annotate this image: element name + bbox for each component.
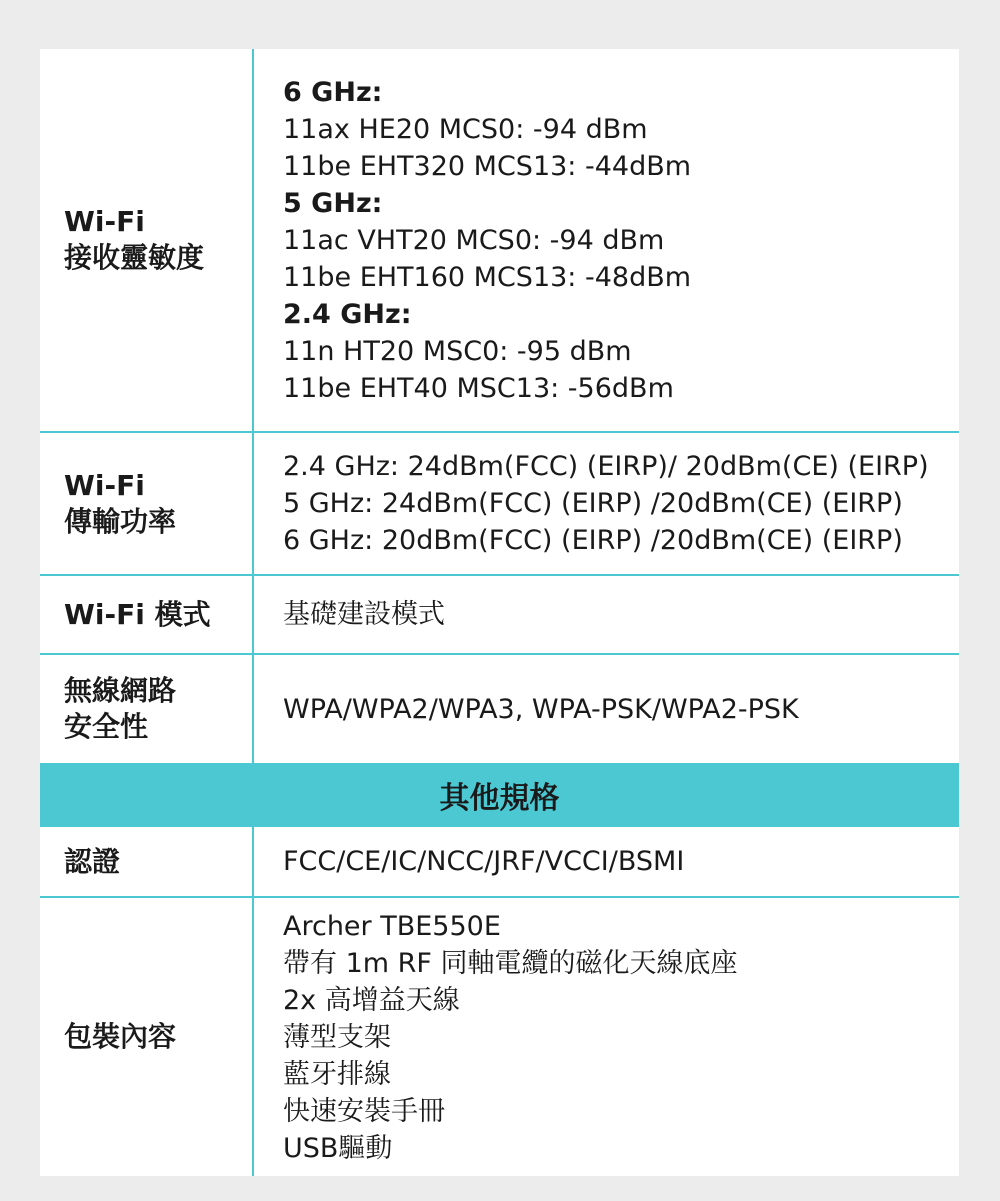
spec-line: 11be EHT40 MSC13: -56dBm — [283, 372, 674, 404]
spec-row-wifi-power — [40, 433, 959, 576]
spec-line: 11be EHT320 MCS13: -44dBm — [283, 150, 692, 182]
section-header: 其他規格 — [40, 763, 959, 827]
spec-row-certification — [40, 827, 959, 898]
spec-row-package-contents — [40, 898, 959, 1176]
spec-line: 11ax HE20 MCS0: -94 dBm — [283, 113, 648, 145]
spec-line: FCC/CE/IC/NCC/JRF/VCCI/BSMI — [283, 846, 685, 877]
spec-row-wifi-security — [40, 655, 959, 763]
spec-row-wifi-sensitivity — [40, 49, 959, 433]
spec-line: 6 GHz: 20dBm(FCC) (EIRP) /20dBm(CE) (EIRP) — [283, 525, 903, 556]
spec-line: 2.4 GHz: 24dBm(FCC) (EIRP)/ 20dBm(CE) (EIRP) — [283, 451, 929, 482]
spec-line: 5 GHz: — [283, 187, 383, 219]
spec-row-wifi-mode — [40, 576, 959, 655]
spec-line: 藍牙排線 — [283, 1058, 391, 1090]
spec-label: 認證 — [40, 827, 254, 896]
spec-line: 11ac VHT20 MCS0: -94 dBm — [283, 224, 665, 256]
spec-line: 帶有 1m RF 同軸電纜的磁化天線底座 — [283, 947, 738, 979]
spec-line: Archer TBE550E — [283, 910, 501, 942]
spec-value — [283, 433, 949, 574]
spec-line: USB驅動 — [283, 1132, 393, 1164]
spec-line: 11be EHT160 MCS13: -48dBm — [283, 261, 692, 293]
spec-line: 薄型支架 — [283, 1021, 391, 1053]
spec-value — [283, 576, 949, 653]
spec-label: Wi-Fi 傳輸功率 — [40, 433, 254, 574]
spec-label: 無線網路 安全性 — [40, 655, 254, 763]
spec-value — [283, 898, 949, 1176]
spec-table — [40, 49, 959, 1176]
spec-line: 基礎建設模式 — [283, 599, 445, 630]
spec-line: 5 GHz: 24dBm(FCC) (EIRP) /20dBm(CE) (EIRP) — [283, 488, 903, 519]
spec-label: 包裝內容 — [40, 898, 254, 1176]
spec-line: 2.4 GHz: — [283, 298, 412, 330]
spec-line: 2x 高增益天線 — [283, 984, 460, 1016]
spec-value — [283, 49, 949, 431]
spec-label: Wi-Fi 模式 — [40, 576, 254, 653]
spec-line: 6 GHz: — [283, 76, 383, 108]
spec-line: 11n HT20 MSC0: -95 dBm — [283, 335, 632, 367]
spec-line: 快速安裝手冊 — [283, 1095, 445, 1127]
spec-value — [283, 827, 949, 896]
spec-value — [283, 655, 949, 763]
spec-label: Wi-Fi 接收靈敏度 — [40, 49, 254, 431]
spec-line: WPA/WPA2/WPA3, WPA-PSK/WPA2-PSK — [283, 693, 799, 725]
